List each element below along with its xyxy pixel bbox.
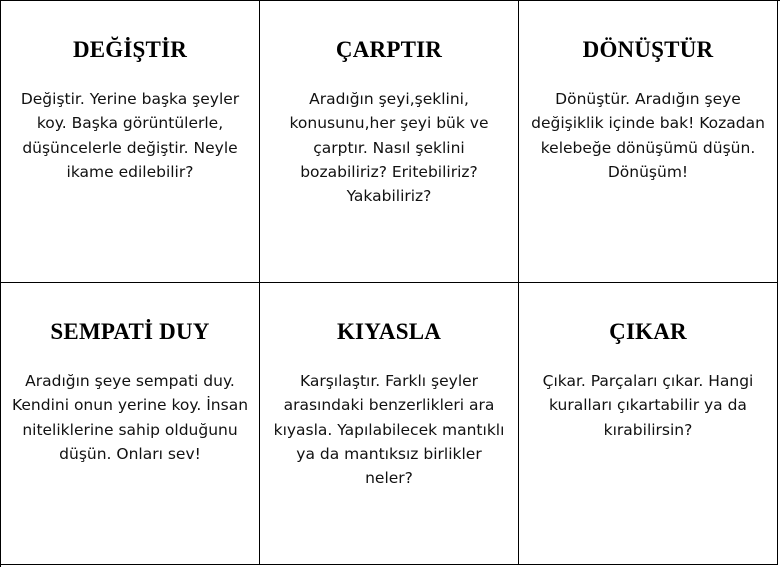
card-body: Karşılaştır. Farklı şeyler arasındaki benzerlikleri ara kıyasla. Yapılabilecek mantıklı ya da mantıksız birlikler neler? bbox=[273, 372, 505, 488]
card-body: Dönüştür. Aradığın şeye değişiklik içinde bak! Kozadan kelebeğe dönüşümü düşün. Dönüşüm! bbox=[531, 90, 765, 181]
card-title: DÖNÜŞTÜR bbox=[582, 37, 714, 62]
card-body: Çıkar. Parçaları çıkar. Hangi kuralları çıkartabilir ya da kırabilirsin? bbox=[542, 372, 754, 439]
card-title: ÇARPTIR bbox=[335, 37, 443, 62]
card-title: DEĞİŞTİR bbox=[72, 37, 188, 62]
card-sempati-duy bbox=[1, 283, 260, 565]
card-kiyasla bbox=[260, 283, 519, 565]
card-title: ÇIKAR bbox=[609, 319, 687, 344]
card-cikar bbox=[519, 283, 778, 565]
card-carptir bbox=[260, 1, 519, 283]
card-body: Değiştir. Yerine başka şeyler koy. Başka görüntülerle, düşüncelerle değiştir. Neyle ikame edilebilir? bbox=[20, 90, 240, 181]
card-title: SEMPATİ DUY bbox=[50, 319, 210, 344]
card-degistir bbox=[1, 1, 260, 283]
card-donustur bbox=[519, 1, 778, 283]
card-body: Aradığın şeye sempati duy. Kendini onun yerine koy. İnsan niteliklerine sahip olduğunu düşün. Onları sev! bbox=[11, 372, 249, 463]
card-title: KIYASLA bbox=[336, 319, 442, 344]
card-body: Aradığın şeyi,şeklini, konusunu,her şeyi bük ve çarptır. Nasıl şeklini bozabiliriz? Eritebiliriz? Yakabiliriz? bbox=[289, 90, 489, 206]
